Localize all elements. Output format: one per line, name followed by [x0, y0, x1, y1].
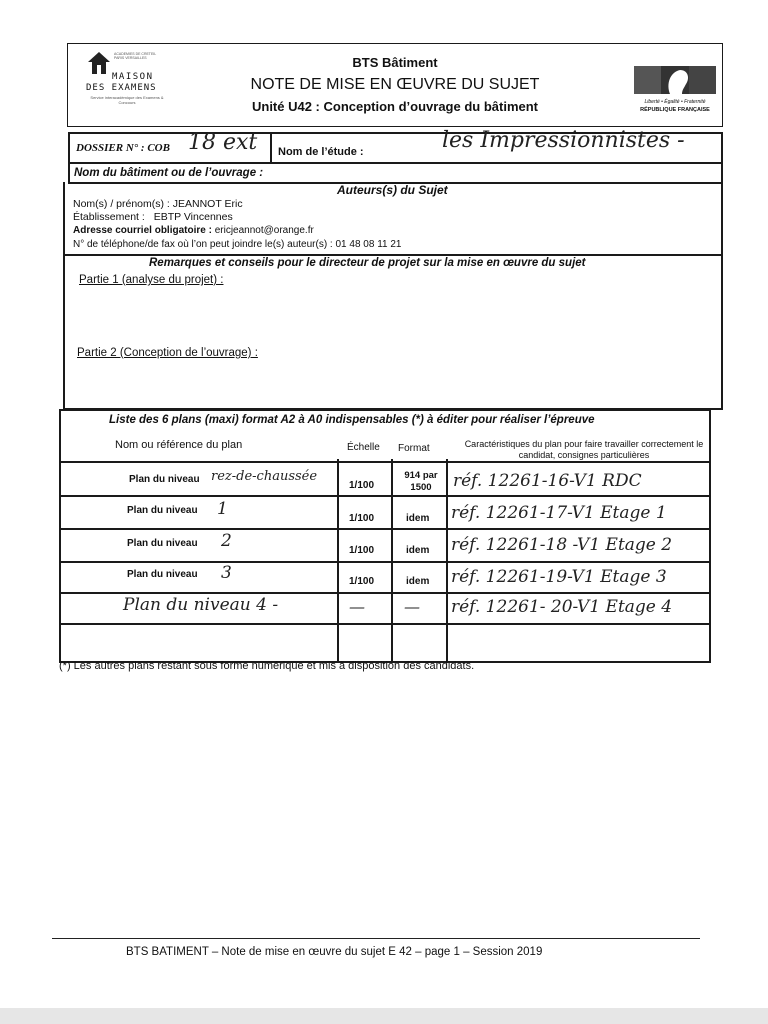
row2-echelle: 1/100 [349, 513, 375, 524]
dossier-row [68, 128, 723, 164]
col-header-format: Format [398, 443, 430, 454]
row1-nom-hw: rez-de-chaussée [211, 469, 318, 484]
plans-heading: Liste des 6 plans (maxi) format A2 à A0 indispensables (*) à éditer pour réaliser l’épreuve [109, 414, 595, 426]
dossier-label: DOSSIER N° : COB [76, 142, 170, 154]
row5-nom-hw: Plan du niveau 4 - [123, 595, 279, 615]
logo-name-line2: DES EXAMENS [86, 83, 157, 93]
etab-value: EBTP Vincennes [153, 211, 233, 223]
row5-carac-hw: réf. 12261- 20-V1 Etage 4 [451, 597, 673, 617]
partie1-label: Partie 1 (analyse du projet) : [79, 274, 224, 286]
remarques-block [63, 254, 723, 410]
row4-format: idem [406, 576, 430, 587]
logo-small-top: ACADEMIES DE CRETEIL PARIS VERSAILLES [114, 52, 157, 60]
row5-format: — [404, 597, 420, 616]
row3-format: idem [406, 545, 430, 556]
email-label: Adresse courriel obligatoire : [73, 225, 212, 236]
row2-format: idem [406, 513, 430, 524]
page-bottom-edge [0, 1008, 768, 1024]
row4-echelle: 1/100 [349, 576, 375, 587]
republique-motto: Liberté • Égalité • Fraternité [644, 99, 706, 105]
col-header-nom: Nom ou référence du plan [115, 439, 243, 451]
row4-nom: Plan du niveau [127, 569, 198, 580]
row1-carac-hw: réf. 12261-16-V1 RDC [453, 471, 642, 491]
row3-nom: Plan du niveau [127, 538, 198, 549]
etude-value: les Impressionnistes - [442, 128, 685, 153]
logo-small-bottom: Service interacadémique des Examens & Concours [90, 95, 164, 105]
row5-echelle: — [349, 597, 365, 616]
row1-echelle: 1/100 [349, 480, 375, 491]
plans-footnote: (*) Les autres plans restant sous forme numérique et mis à disposition des candidats. [59, 660, 475, 672]
row1-format: 914 par 1500 [404, 470, 438, 493]
title-line3: Unité U42 : Conception d’ouvrage du bâtiment [251, 99, 539, 114]
row2-nom: Plan du niveau [127, 505, 198, 516]
form-sheet [59, 43, 723, 672]
dossier-value: 18 ext [188, 130, 258, 155]
row3-echelle: 1/100 [349, 545, 375, 556]
auteurs-tel: N° de téléphone/de fax où l’on peut joindre le(s) auteur(s) : 01 48 08 11 21 [73, 239, 402, 250]
col-header-echelle: Échelle [347, 442, 380, 453]
remarques-heading: Remarques et conseils pour le directeur de projet sur la mise en œuvre du sujet [149, 257, 586, 269]
row4-nom-hw: 3 [221, 563, 232, 583]
batiment-row [68, 162, 723, 184]
footer-text: BTS BATIMENT – Note de mise en œuvre du sujet E 42 – page 1 – Session 2019 [126, 946, 543, 958]
auteurs-nom: Nom(s) / prénom(s) : JEANNOT Eric [73, 198, 243, 210]
auteurs-email [73, 225, 314, 236]
title-line2: NOTE DE MISE EN ŒUVRE DU SUJET [250, 76, 540, 93]
batiment-label: Nom du bâtiment ou de l’ouvrage : [74, 167, 264, 179]
col-header-carac: Caractéristiques du plan pour faire travailler correctement le candidat, consignes particulières [464, 439, 704, 460]
republique-name: RÉPUBLIQUE FRANÇAISE [640, 107, 710, 113]
plans-table [59, 409, 711, 663]
footer-rule [52, 938, 700, 939]
header-block [67, 43, 723, 127]
partie2-label: Partie 2 (Conception de l’ouvrage) : [77, 347, 258, 359]
row2-nom-hw: 1 [217, 499, 228, 519]
logo-name-line1: MAISON [112, 72, 154, 82]
row3-nom-hw: 2 [221, 531, 232, 551]
title-line1: BTS Bâtiment [352, 55, 438, 70]
republique-francaise-logo [632, 64, 718, 120]
auteurs-etab [73, 211, 233, 223]
row1-nom: Plan du niveau [129, 474, 200, 485]
auteurs-block [63, 182, 723, 256]
row2-carac-hw: réf. 12261-17-V1 Etage 1 [451, 503, 667, 523]
email-value: ericjeannot@orange.fr [214, 225, 314, 236]
row3-carac-hw: réf. 12261-18 -V1 Etage 2 [451, 535, 673, 555]
etude-label: Nom de l’étude : [278, 146, 364, 158]
etab-label: Établissement : [73, 211, 145, 223]
marianne-icon [632, 64, 718, 96]
row4-carac-hw: réf. 12261-19-V1 Etage 3 [451, 567, 667, 587]
auteurs-heading: Auteurs(s) du Sujet [337, 183, 448, 197]
